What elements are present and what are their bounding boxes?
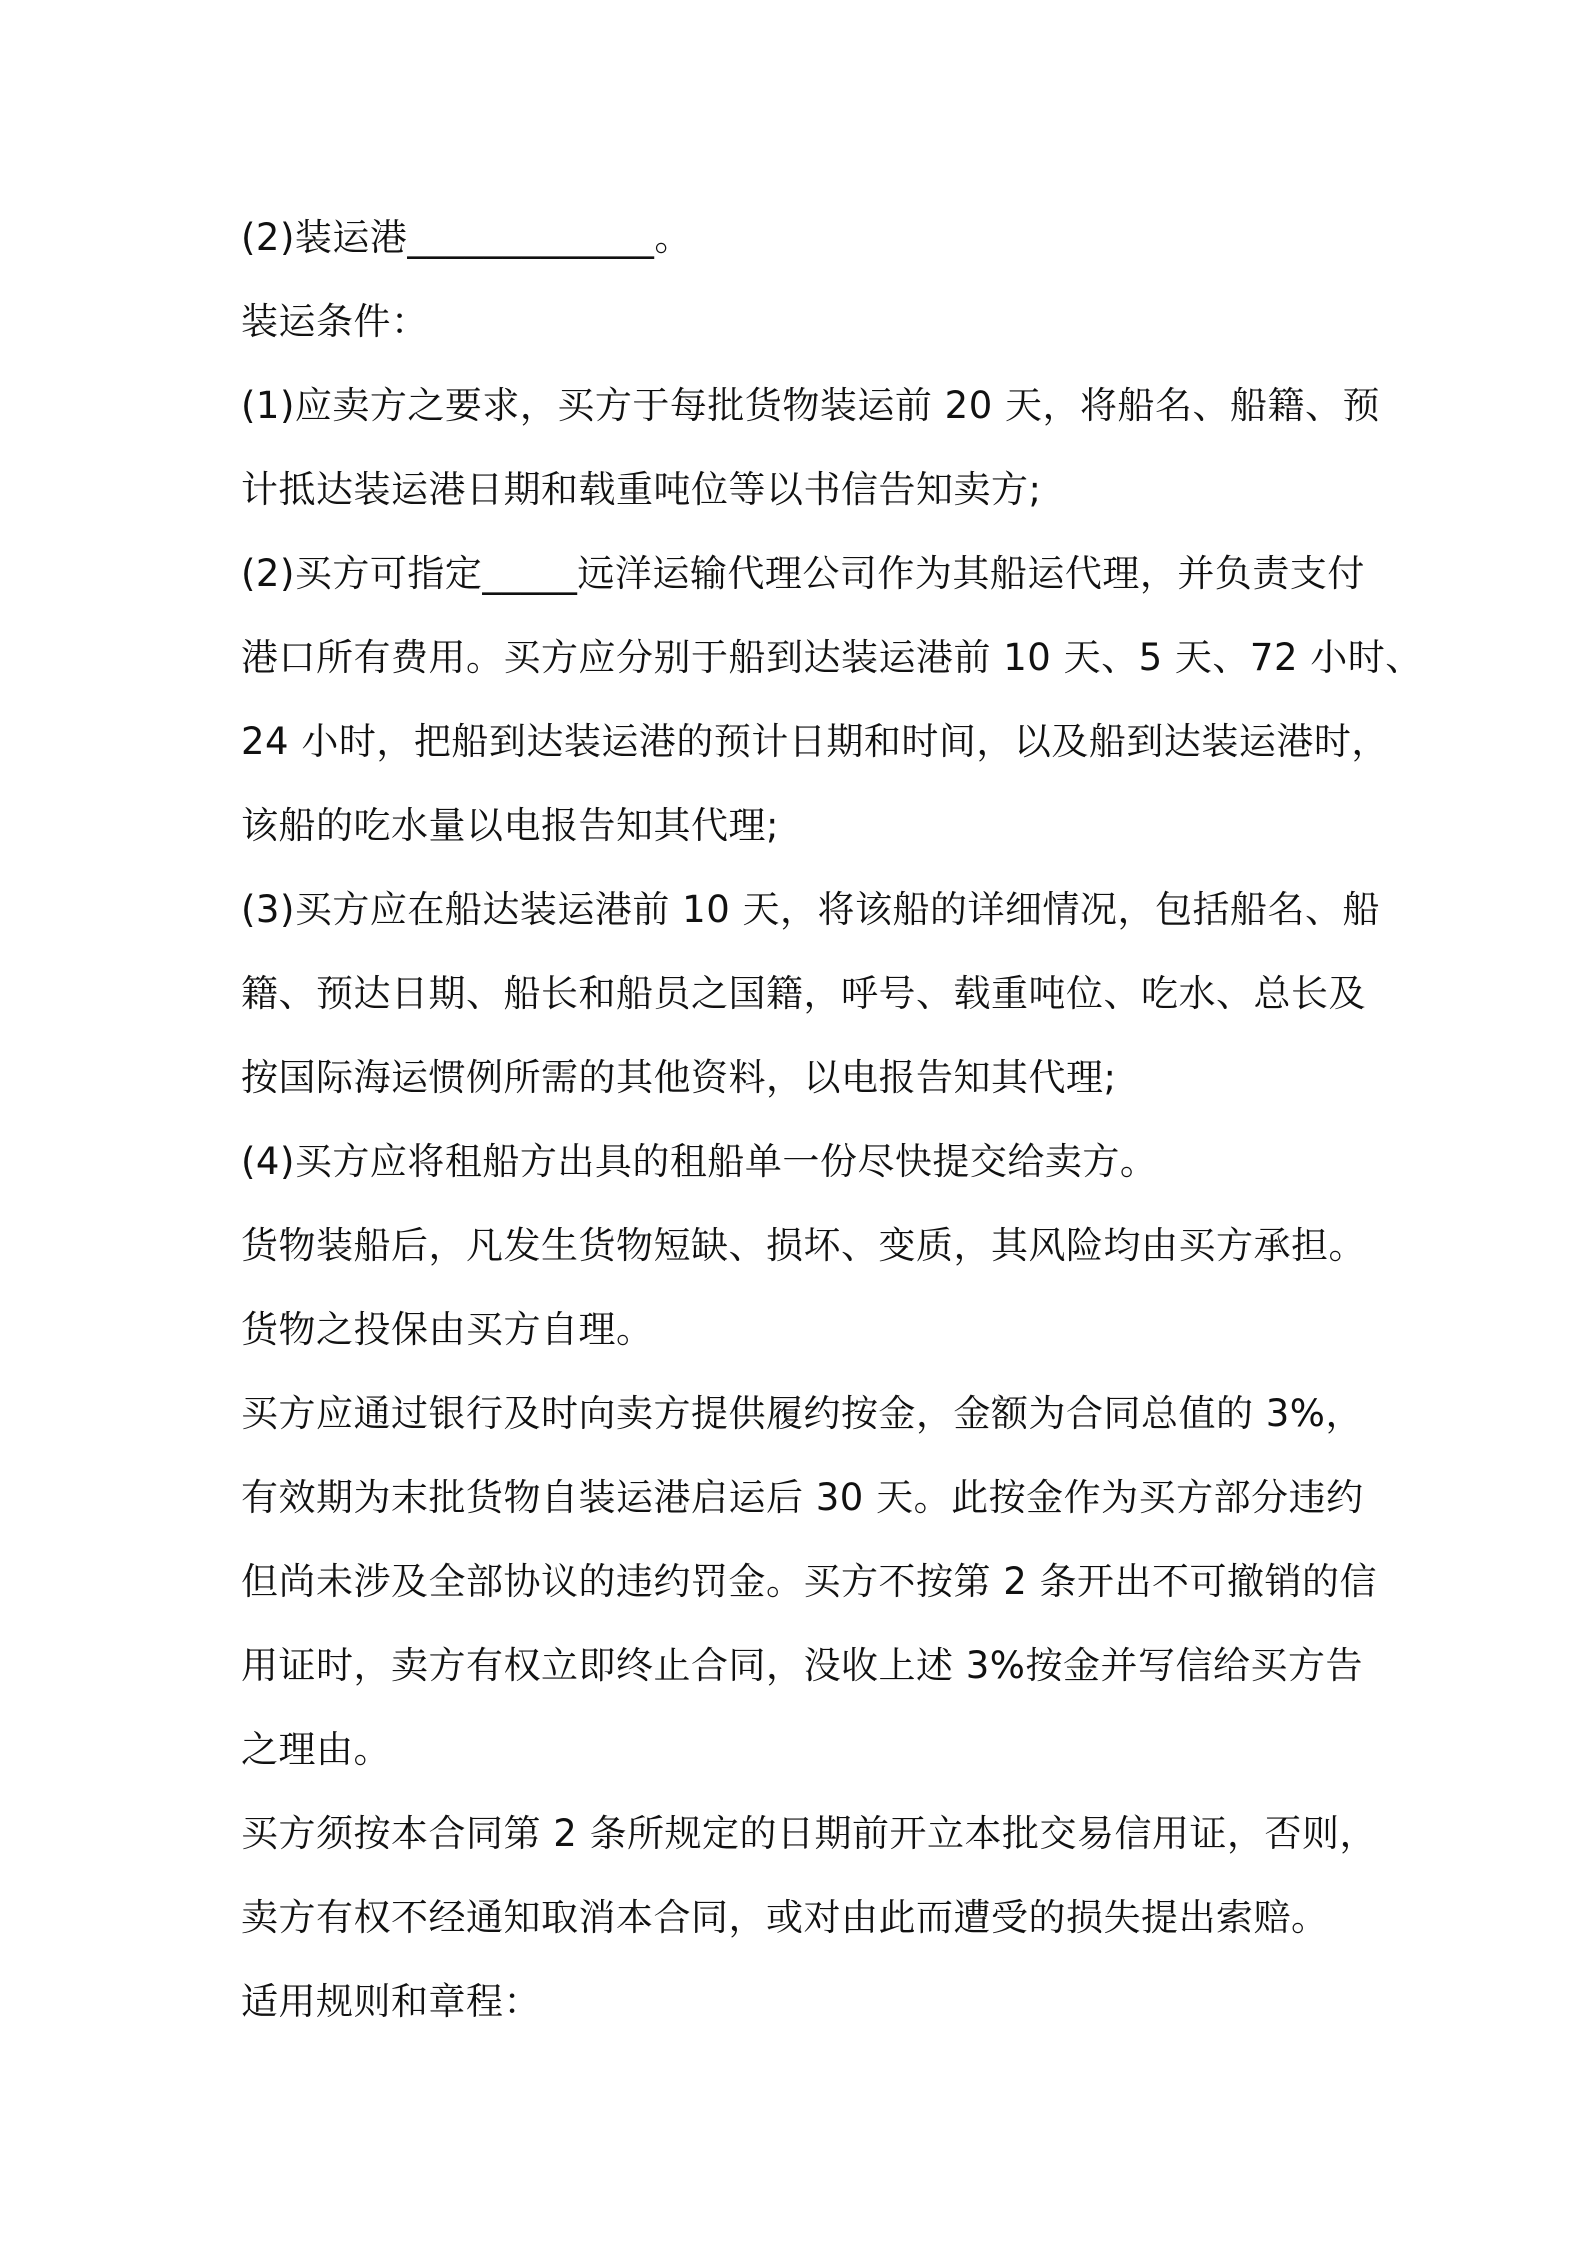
- text-line: 装运条件：: [241, 300, 429, 343]
- text-line: (2)装运港_____________。: [241, 216, 692, 259]
- text-line: (2)买方可指定_____远洋运输代理公司作为其船运代理，并负责支付: [241, 552, 1365, 595]
- text-line: (1)应卖方之要求，买方于每批货物装运前 20 天，将船名、船籍、预: [241, 384, 1381, 427]
- text-line: (4)买方应将租船方出具的租船单一份尽快提交给卖方。: [241, 1140, 1158, 1183]
- text-line: 买方须按本合同第 2 条所规定的日期前开立本批交易信用证，否则，: [241, 1812, 1378, 1855]
- text-line: 适用规则和章程：: [241, 1980, 541, 2023]
- text-line: 有效期为末批货物自装运港启运后 30 天。此按金作为买方部分违约: [241, 1476, 1364, 1519]
- text-line: 24 小时，把船到达装运港的预计日期和时间，以及船到达装运港时，: [241, 720, 1389, 763]
- text-line: 港口所有费用。买方应分别于船到达装运港前 10 天、5 天、72 小时、: [241, 636, 1423, 679]
- text-line: 货物装船后，凡发生货物短缺、损坏、变质，其风险均由买方承担。: [241, 1224, 1366, 1267]
- text-line: 货物之投保由买方自理。: [241, 1308, 654, 1351]
- text-line: 按国际海运惯例所需的其他资料，以电报告知其代理;: [241, 1056, 1117, 1099]
- text-line: 该船的吃水量以电报告知其代理;: [241, 804, 779, 847]
- text-line: 卖方有权不经通知取消本合同，或对由此而遭受的损失提出索赔。: [241, 1896, 1329, 1939]
- text-line: 用证时，卖方有权立即终止合同，没收上述 3%按金并写信给买方告: [241, 1644, 1363, 1687]
- text-line: 但尚未涉及全部协议的违约罚金。买方不按第 2 条开出不可撤销的信: [241, 1560, 1378, 1603]
- text-line: 买方应通过银行及时向卖方提供履约按金，金额为合同总值的 3%，: [241, 1392, 1363, 1435]
- text-line: 之理由。: [241, 1728, 391, 1771]
- text-line: (3)买方应在船达装运港前 10 天，将该船的详细情况，包括船名、船: [241, 888, 1381, 931]
- text-line: 籍、预达日期、船长和船员之国籍，呼号、载重吨位、吃水、总长及: [241, 972, 1366, 1015]
- text-line: 计抵达装运港日期和载重吨位等以书信告知卖方;: [241, 468, 1042, 511]
- document-body: [241, 196, 1423, 2044]
